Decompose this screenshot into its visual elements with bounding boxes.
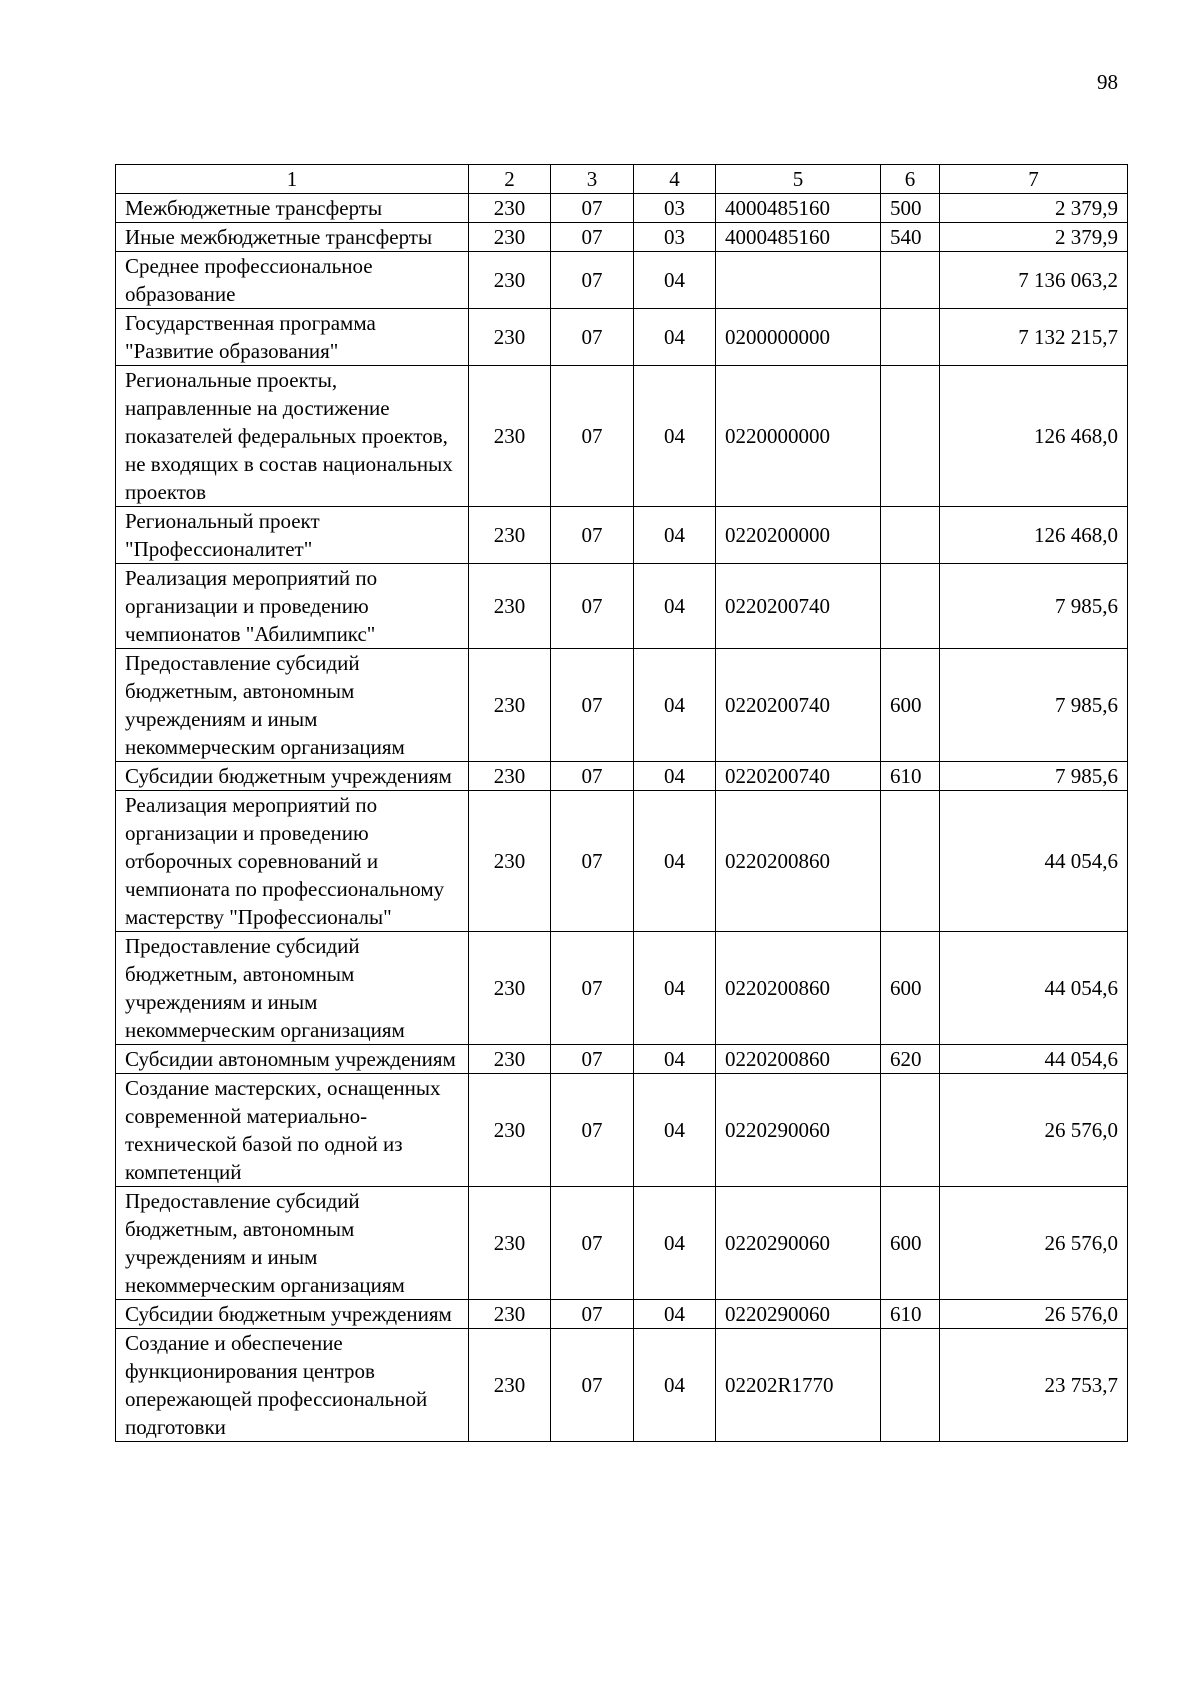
table-row xyxy=(116,309,1128,366)
table-row xyxy=(116,366,1128,507)
ministry-code: 230 xyxy=(469,932,551,1045)
table-row xyxy=(116,194,1128,223)
target-article-code: 0220200860 xyxy=(716,1045,881,1074)
ministry-code: 230 xyxy=(469,762,551,791)
budget-item-name: Создание мастерских, оснащенных современной материально-технической базой по одной из компетенций xyxy=(116,1074,469,1187)
target-article-code: 4000485160 xyxy=(716,223,881,252)
amount: 2 379,9 xyxy=(940,194,1128,223)
budget-item-name: Предоставление субсидий бюджетным, автономным учреждениям и иным некоммерческим организациям xyxy=(116,1187,469,1300)
section-code: 07 xyxy=(551,507,634,564)
expense-type-code: 600 xyxy=(881,932,940,1045)
expense-type-code xyxy=(881,309,940,366)
amount: 7 985,6 xyxy=(940,762,1128,791)
table-row xyxy=(116,223,1128,252)
table-row xyxy=(116,1329,1128,1442)
amount: 26 576,0 xyxy=(940,1187,1128,1300)
column-header: 3 xyxy=(551,165,634,194)
budget-item-name: Субсидии автономным учреждениям xyxy=(116,1045,469,1074)
subsection-code: 04 xyxy=(634,1329,716,1442)
target-article-code: 0220000000 xyxy=(716,366,881,507)
target-article-code: 0220290060 xyxy=(716,1074,881,1187)
column-header: 5 xyxy=(716,165,881,194)
target-article-code: 0220200740 xyxy=(716,649,881,762)
budget-item-name: Региональные проекты, направленные на достижение показателей федеральных проектов, не входящих в состав национальных проектов xyxy=(116,366,469,507)
target-article-code xyxy=(716,252,881,309)
table-body xyxy=(116,194,1128,1442)
section-code: 07 xyxy=(551,194,634,223)
amount: 44 054,6 xyxy=(940,1045,1128,1074)
amount: 44 054,6 xyxy=(940,932,1128,1045)
subsection-code: 04 xyxy=(634,1187,716,1300)
table-row xyxy=(116,932,1128,1045)
target-article-code: 0220290060 xyxy=(716,1300,881,1329)
amount: 2 379,9 xyxy=(940,223,1128,252)
table-row xyxy=(116,762,1128,791)
subsection-code: 04 xyxy=(634,1074,716,1187)
subsection-code: 04 xyxy=(634,564,716,649)
subsection-code: 03 xyxy=(634,194,716,223)
section-code: 07 xyxy=(551,1329,634,1442)
target-article-code: 02202R1770 xyxy=(716,1329,881,1442)
ministry-code: 230 xyxy=(469,1329,551,1442)
amount: 23 753,7 xyxy=(940,1329,1128,1442)
section-code: 07 xyxy=(551,932,634,1045)
ministry-code: 230 xyxy=(469,252,551,309)
budget-item-name: Реализация мероприятий по организации и проведению отборочных соревнований и чемпионата по профессиональному мастерству "Профессионалы" xyxy=(116,791,469,932)
section-code: 07 xyxy=(551,762,634,791)
section-code: 07 xyxy=(551,1300,634,1329)
table-row xyxy=(116,1300,1128,1329)
budget-item-name: Государственная программа "Развитие образования" xyxy=(116,309,469,366)
expense-type-code xyxy=(881,564,940,649)
expense-type-code: 600 xyxy=(881,1187,940,1300)
subsection-code: 03 xyxy=(634,223,716,252)
column-header: 1 xyxy=(116,165,469,194)
table-row xyxy=(116,252,1128,309)
amount: 26 576,0 xyxy=(940,1074,1128,1187)
ministry-code: 230 xyxy=(469,649,551,762)
amount: 126 468,0 xyxy=(940,366,1128,507)
amount: 126 468,0 xyxy=(940,507,1128,564)
budget-item-name: Реализация мероприятий по организации и проведению чемпионатов "Абилимпикс" xyxy=(116,564,469,649)
ministry-code: 230 xyxy=(469,1074,551,1187)
target-article-code: 0220200860 xyxy=(716,791,881,932)
expense-type-code: 610 xyxy=(881,762,940,791)
table-row xyxy=(116,1187,1128,1300)
budget-item-name: Предоставление субсидий бюджетным, автономным учреждениям и иным некоммерческим организациям xyxy=(116,932,469,1045)
page-number: 98 xyxy=(1097,70,1118,94)
column-header: 6 xyxy=(881,165,940,194)
section-code: 07 xyxy=(551,564,634,649)
target-article-code: 4000485160 xyxy=(716,194,881,223)
ministry-code: 230 xyxy=(469,1045,551,1074)
expense-type-code xyxy=(881,1329,940,1442)
table-row xyxy=(116,649,1128,762)
ministry-code: 230 xyxy=(469,507,551,564)
subsection-code: 04 xyxy=(634,309,716,366)
section-code: 07 xyxy=(551,649,634,762)
expense-type-code: 610 xyxy=(881,1300,940,1329)
amount: 44 054,6 xyxy=(940,791,1128,932)
column-header: 2 xyxy=(469,165,551,194)
budget-item-name: Субсидии бюджетным учреждениям xyxy=(116,762,469,791)
target-article-code: 0220200000 xyxy=(716,507,881,564)
amount: 7 985,6 xyxy=(940,649,1128,762)
ministry-code: 230 xyxy=(469,223,551,252)
expense-type-code xyxy=(881,507,940,564)
section-code: 07 xyxy=(551,791,634,932)
ministry-code: 230 xyxy=(469,366,551,507)
budget-item-name: Региональный проект "Профессионалитет" xyxy=(116,507,469,564)
column-header: 4 xyxy=(634,165,716,194)
section-code: 07 xyxy=(551,1045,634,1074)
target-article-code: 0220290060 xyxy=(716,1187,881,1300)
expense-type-code: 620 xyxy=(881,1045,940,1074)
expense-type-code xyxy=(881,366,940,507)
subsection-code: 04 xyxy=(634,1045,716,1074)
amount: 26 576,0 xyxy=(940,1300,1128,1329)
section-code: 07 xyxy=(551,1187,634,1300)
subsection-code: 04 xyxy=(634,762,716,791)
target-article-code: 0220200740 xyxy=(716,762,881,791)
table-row xyxy=(116,507,1128,564)
budget-item-name: Межбюджетные трансферты xyxy=(116,194,469,223)
target-article-code: 0220200860 xyxy=(716,932,881,1045)
target-article-code: 0200000000 xyxy=(716,309,881,366)
budget-item-name: Среднее профессиональное образование xyxy=(116,252,469,309)
amount: 7 985,6 xyxy=(940,564,1128,649)
table-row xyxy=(116,564,1128,649)
subsection-code: 04 xyxy=(634,932,716,1045)
ministry-code: 230 xyxy=(469,564,551,649)
amount: 7 132 215,7 xyxy=(940,309,1128,366)
column-header: 7 xyxy=(940,165,1128,194)
ministry-code: 230 xyxy=(469,309,551,366)
ministry-code: 230 xyxy=(469,791,551,932)
subsection-code: 04 xyxy=(634,1300,716,1329)
section-code: 07 xyxy=(551,252,634,309)
expense-type-code: 540 xyxy=(881,223,940,252)
expense-type-code xyxy=(881,1074,940,1187)
budget-table xyxy=(115,164,1128,1442)
subsection-code: 04 xyxy=(634,649,716,762)
column-number-row xyxy=(116,165,1128,194)
subsection-code: 04 xyxy=(634,791,716,932)
section-code: 07 xyxy=(551,309,634,366)
ministry-code: 230 xyxy=(469,194,551,223)
subsection-code: 04 xyxy=(634,252,716,309)
section-code: 07 xyxy=(551,1074,634,1187)
target-article-code: 0220200740 xyxy=(716,564,881,649)
section-code: 07 xyxy=(551,223,634,252)
expense-type-code xyxy=(881,791,940,932)
ministry-code: 230 xyxy=(469,1187,551,1300)
table-row xyxy=(116,1045,1128,1074)
expense-type-code: 600 xyxy=(881,649,940,762)
expense-type-code: 500 xyxy=(881,194,940,223)
table-row xyxy=(116,791,1128,932)
subsection-code: 04 xyxy=(634,507,716,564)
budget-item-name: Иные межбюджетные трансферты xyxy=(116,223,469,252)
subsection-code: 04 xyxy=(634,366,716,507)
ministry-code: 230 xyxy=(469,1300,551,1329)
budget-item-name: Создание и обеспечение функционирования центров опережающей профессиональной подготовки xyxy=(116,1329,469,1442)
expense-type-code xyxy=(881,252,940,309)
section-code: 07 xyxy=(551,366,634,507)
amount: 7 136 063,2 xyxy=(940,252,1128,309)
table-row xyxy=(116,1074,1128,1187)
budget-item-name: Предоставление субсидий бюджетным, автономным учреждениям и иным некоммерческим организациям xyxy=(116,649,469,762)
budget-item-name: Субсидии бюджетным учреждениям xyxy=(116,1300,469,1329)
